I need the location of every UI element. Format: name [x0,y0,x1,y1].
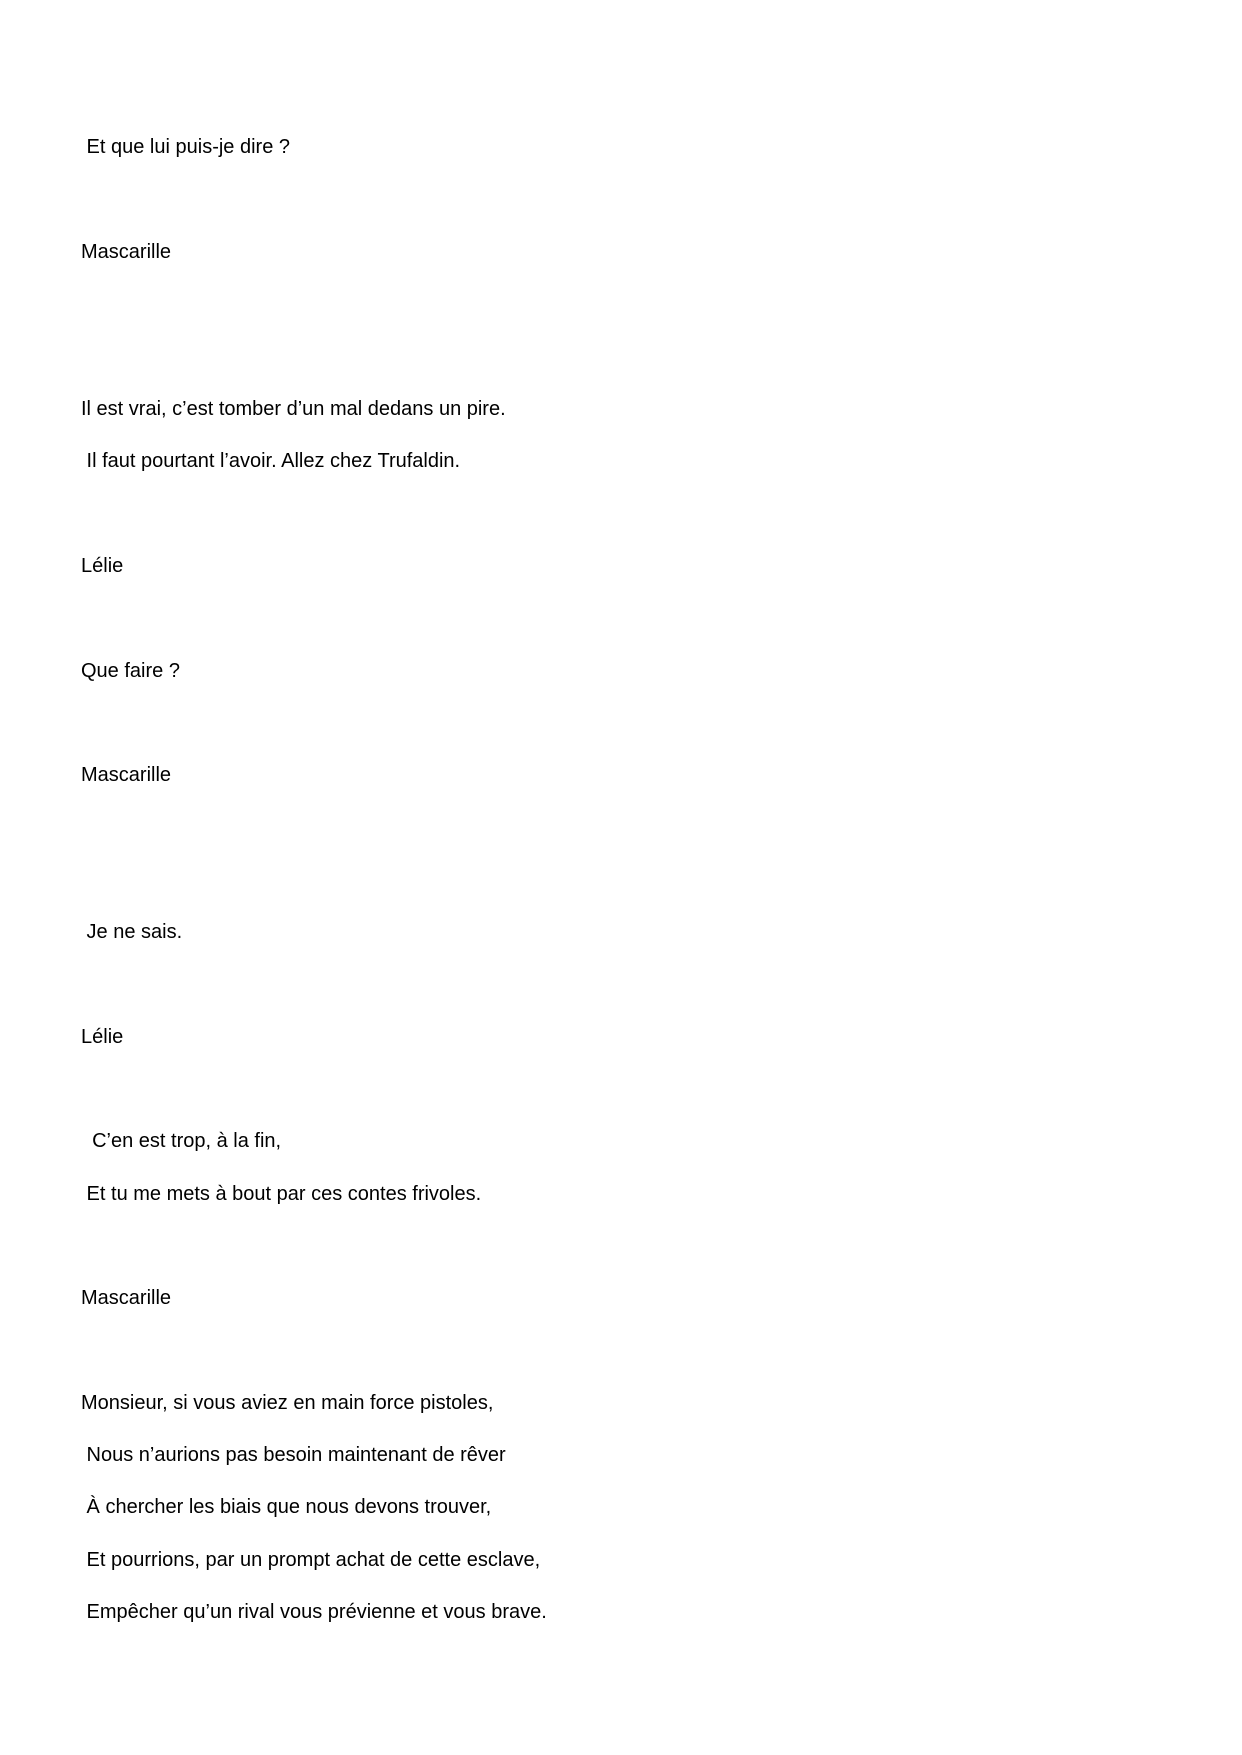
speaker-name: Mascarille [81,764,172,786]
verse-line: Monsieur, si vous aviez en main force pistoles, [81,1392,494,1414]
verse-line: À chercher les biais que nous devons trouver, [81,1496,492,1518]
verse-line: Il est vrai, c’est tomber d’un mal dedans un pire. [81,398,506,420]
verse-line: Il faut pourtant l’avoir. Allez chez Trufaldin. [81,450,461,472]
verse-line: C’en est trop, à la fin, [81,1130,282,1152]
speaker-name: Lélie [81,555,124,577]
verse-line: Et pourrions, par un prompt achat de cette esclave, [81,1549,541,1571]
verse-line: Et tu me mets à bout par ces contes frivoles. [81,1183,482,1205]
speaker-name: Lélie [81,1026,124,1048]
verse-line: Je ne sais. [81,921,183,943]
verse-line: Et que lui puis-je dire ? [81,136,291,158]
speaker-name: Mascarille [81,241,172,263]
speaker-name: Mascarille [81,1287,172,1309]
verse-line: Que faire ? [81,660,180,682]
verse-line: Nous n’aurions pas besoin maintenant de rêver [81,1444,506,1466]
verse-line: Empêcher qu’un rival vous prévienne et vous brave. [81,1601,547,1623]
